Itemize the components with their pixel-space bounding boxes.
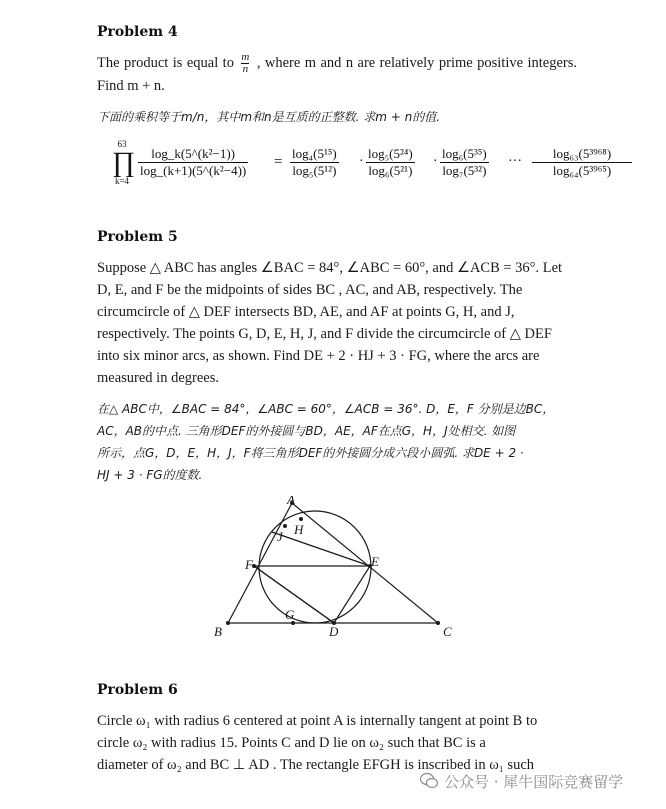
fraction-denominator: n: [242, 63, 249, 76]
wechat-icon: [420, 773, 438, 789]
ellipsis: ···: [508, 154, 522, 169]
label-j: J: [277, 529, 283, 544]
equals-sign: =: [274, 154, 283, 170]
fraction-m-over-n: [241, 52, 249, 75]
problem-5-line: into six minor arcs, as shown. Find DE + 2 · HJ + 3 · FG, where the arcs are: [97, 348, 540, 364]
point-b: [226, 621, 230, 625]
problem-5-chinese-line: 所示，点G，D，E，H，J，F将三角形DEF的外接圆分成六段小圆弧. 求DE + 2 ·: [97, 446, 524, 460]
label-b: B: [214, 624, 222, 639]
problem-6-line: diameter of ω₂ and BC ⊥ AD . The rectangle EFGH is inscribed in ω₁ such: [97, 757, 535, 773]
problem-6-line: Circle ω₁ with radius 6 centered at point A is internally tangent at point B to: [97, 713, 538, 729]
term-3: [440, 146, 489, 179]
term-2-den: log₆(5²¹): [368, 163, 413, 178]
problem-5-line: Suppose △ ABC has angles ∠BAC = 84°, ∠ABC = 60°, and ∠ACB = 36°. Let: [97, 260, 563, 276]
point-c: [436, 621, 440, 625]
problem-4-text-a: The product is equal to: [97, 55, 234, 71]
problem-4-chinese: 下面的乘积等于m/n，其中m和n是互质的正整数. 求m + n的值.: [97, 110, 441, 124]
point-j: [283, 524, 287, 528]
term-4-den: log₆₄(5³⁹⁶⁵): [552, 163, 612, 178]
product-operator: [112, 139, 136, 186]
term-3-den: log₇(5³²): [442, 163, 487, 178]
term-3-num: log₆(5³⁵): [442, 146, 487, 161]
triangle-circle-figure: [205, 496, 470, 641]
lhs-denominator: log_(k+1)(5^(k²−4)): [140, 163, 247, 178]
term-4: [532, 146, 632, 179]
problem-5-line: measured in degrees.: [97, 370, 219, 386]
fraction-numerator: m: [241, 51, 250, 64]
circumcircle-def: [259, 511, 371, 623]
lhs-fraction: [138, 146, 248, 179]
problem-6-line: circle ω₂ with radius 15. Points C and D lie on ω₂ such that BC is a: [97, 735, 486, 751]
problem-5-chinese-line: HJ + 3 · FG的度数.: [97, 468, 203, 482]
problem-4-heading: Problem 4: [97, 24, 178, 40]
label-d: D: [329, 624, 339, 639]
label-h: H: [294, 522, 304, 537]
problem-5-line: respectively. The points G, D, E, H, J, and F divide the circumcircle of △ DEF: [97, 326, 552, 342]
product-symbol: ∏: [112, 147, 136, 178]
problem-5-heading: Problem 5: [97, 229, 178, 245]
problem-5-chinese-line: AC，AB的中点. 三角形DEF的外接圆与BD，AE，AF在点G，H，J处相交. 如图: [97, 424, 516, 438]
problem-5-line: D, E, and F be the midpoints of sides BC , AC, and AB, respectively. The: [97, 282, 523, 298]
term-1-den: log₅(5¹²): [292, 163, 337, 178]
problem-5-line: circumcircle of △ DEF intersects BD, AE, and AF at points G, H, and J,: [97, 304, 515, 320]
segment-je: [272, 532, 370, 566]
problem-5-chinese: [97, 398, 573, 486]
problem-6-heading: Problem 6: [97, 682, 178, 698]
term-2: [366, 146, 415, 179]
problem-4-statement: [97, 52, 577, 97]
watermark-text: 公众号 · 犀牛国际竞赛留学: [444, 772, 624, 791]
lhs-numerator: log_k(5^(k²−1)): [138, 146, 248, 163]
term-2-num: log₅(5²⁴): [368, 146, 413, 161]
term-1: [290, 146, 339, 179]
dot-1: ·: [359, 154, 364, 169]
problem-5-statement: [97, 257, 573, 389]
label-e: E: [371, 554, 379, 569]
dot-2: ·: [433, 154, 438, 169]
term-4-num: log₆₃(5³⁹⁶⁸): [532, 146, 632, 163]
product-formula: [112, 139, 612, 190]
label-a: A: [287, 496, 295, 507]
product-upper-limit: 63: [117, 139, 127, 149]
wechat-watermark: [420, 766, 660, 796]
label-f: F: [245, 557, 253, 572]
problem-5-chinese-line: 在△ ABC中，∠BAC = 84°，∠ABC = 60°，∠ACB = 36°. D，E，F 分别是边BC，: [97, 402, 555, 416]
problem-4-text-b: , where m and n are relatively prime positive integers. Find m + n.: [97, 55, 578, 95]
triangle-def: [254, 566, 370, 623]
product-lower-limit: k=4: [114, 176, 130, 186]
point-h: [299, 517, 303, 521]
label-g: G: [285, 607, 295, 622]
term-1-num: log₄(5¹⁵): [292, 146, 337, 161]
label-c: C: [443, 624, 452, 639]
